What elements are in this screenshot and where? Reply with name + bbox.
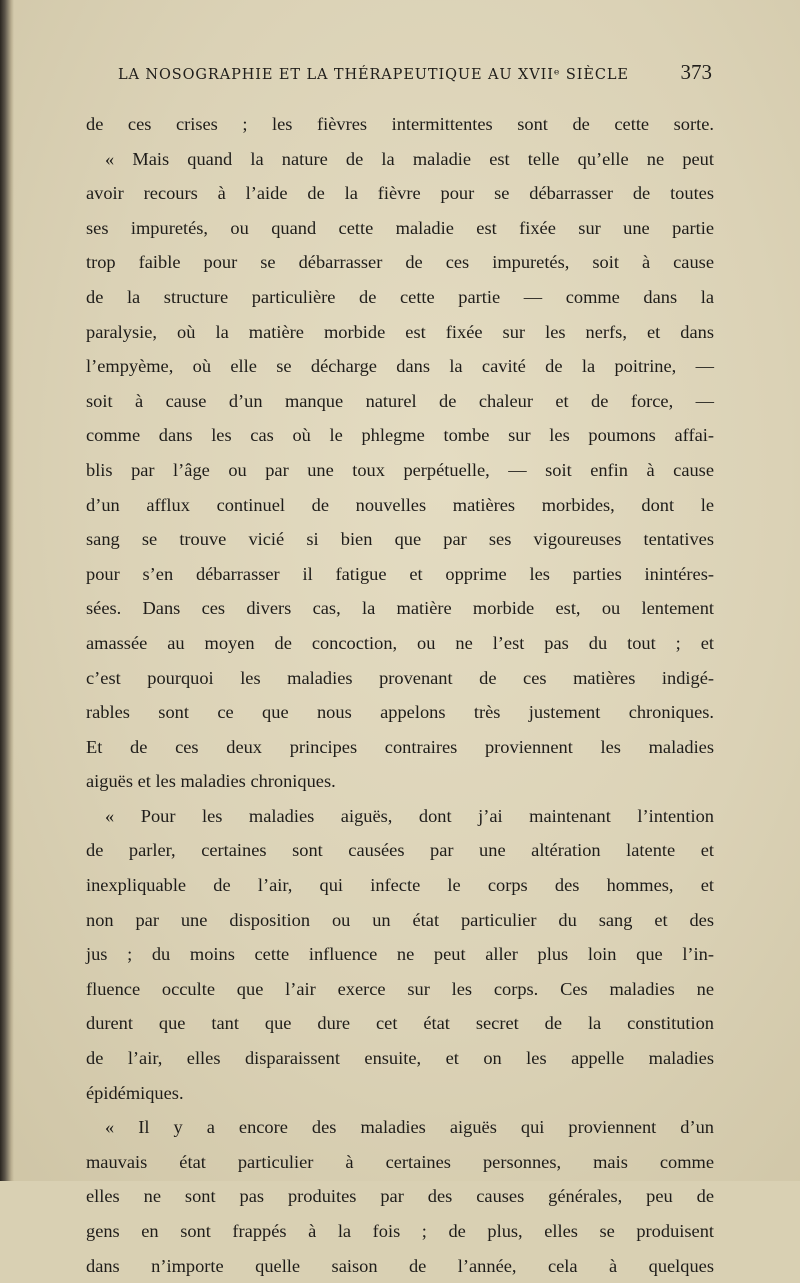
text-line: non par une disposition ou un état particulier du sang et des bbox=[86, 909, 714, 930]
text-line: inexpliquable de l’air, qui infecte le corps des hommes, et bbox=[86, 875, 714, 896]
text-line: « Mais quand la nature de la maladie est telle qu’elle ne peut bbox=[105, 148, 714, 169]
text-line: sées. Dans ces divers cas, la matière morbide est, ou lentement bbox=[86, 598, 714, 619]
text-line: « Il y a encore des maladies aiguës qui proviennent d’un bbox=[105, 1117, 714, 1138]
page-header bbox=[118, 60, 712, 92]
text-line: pour s’en débarrasser il fatigue et opprime les parties inintéres- bbox=[86, 563, 714, 584]
text-line: gens en sont frappés à la fois ; de plus, elles se produisent bbox=[86, 1221, 714, 1241]
text-line: paralysie, où la matière morbide est fixée sur les nerfs, et dans bbox=[86, 321, 714, 342]
text-line: sang se trouve vicié si bien que par ses vigoureuses tentatives bbox=[86, 529, 714, 550]
text-line: blis par l’âge ou par une toux perpétuelle, — soit enfin à cause bbox=[86, 459, 714, 480]
text-line: de parler, certaines sont causées par une altération latente et bbox=[86, 840, 714, 861]
text-line: trop faible pour se débarrasser de ces impuretés, soit à cause bbox=[86, 252, 714, 273]
text-line: elles ne sont pas produites par des causes générales, peu de bbox=[86, 1186, 714, 1207]
text-line: durent que tant que dure cet état secret de la constitution bbox=[86, 1013, 714, 1034]
text-line: de ces crises ; les fièvres intermittentes sont de cette sorte. bbox=[86, 114, 714, 134]
text-line: ses impuretés, ou quand cette maladie est fixée sur une partie bbox=[86, 217, 714, 238]
body-text bbox=[86, 107, 714, 1283]
text-line: comme dans les cas où le phlegme tombe sur les poumons affai- bbox=[86, 425, 714, 446]
text-line: aiguës et les maladies chroniques. bbox=[86, 771, 336, 792]
text-line: mauvais état particulier à certaines personnes, mais comme bbox=[86, 1151, 714, 1172]
text-line: de l’air, elles disparaissent ensuite, et on les appelle maladies bbox=[86, 1048, 714, 1069]
running-title: LA NOSOGRAPHIE ET LA THÉRAPEUTIQUE AU XVIIᵉ SIÈCLE bbox=[118, 67, 629, 83]
text-line: Et de ces deux principes contraires proviennent les maladies bbox=[86, 736, 714, 757]
text-line: avoir recours à l’aide de la fièvre pour se débarrasser de toutes bbox=[86, 183, 714, 204]
text-line: « Pour les maladies aiguës, dont j’ai maintenant l’intention bbox=[105, 805, 714, 826]
text-line: rables sont ce que nous appelons très justement chroniques. bbox=[86, 702, 714, 723]
page-number: 373 bbox=[680, 60, 712, 84]
text-line: fluence occulte que l’air exerce sur les corps. Ces maladies ne bbox=[86, 978, 714, 999]
text-line: de la structure particulière de cette partie — comme dans la bbox=[86, 286, 714, 307]
text-line: d’un afflux continuel de nouvelles matières morbides, dont le bbox=[86, 494, 714, 515]
text-line: c’est pourquoi les maladies provenant de ces matières indigé- bbox=[86, 667, 714, 688]
book-binding-edge bbox=[0, 0, 14, 1181]
text-line: épidémiques. bbox=[86, 1082, 184, 1103]
text-line: dans n’importe quelle saison de l’année, cela à quelques bbox=[86, 1255, 714, 1276]
text-line: jus ; du moins cette influence ne peut aller plus loin que l’in- bbox=[86, 944, 714, 965]
text-line: soit à cause d’un manque naturel de chaleur et de force, — bbox=[86, 390, 714, 411]
text-line: l’empyème, où elle se décharge dans la cavité de la poitrine, — bbox=[86, 356, 714, 377]
text-line: amassée au moyen de concoction, ou ne l’est pas du tout ; et bbox=[86, 632, 714, 653]
